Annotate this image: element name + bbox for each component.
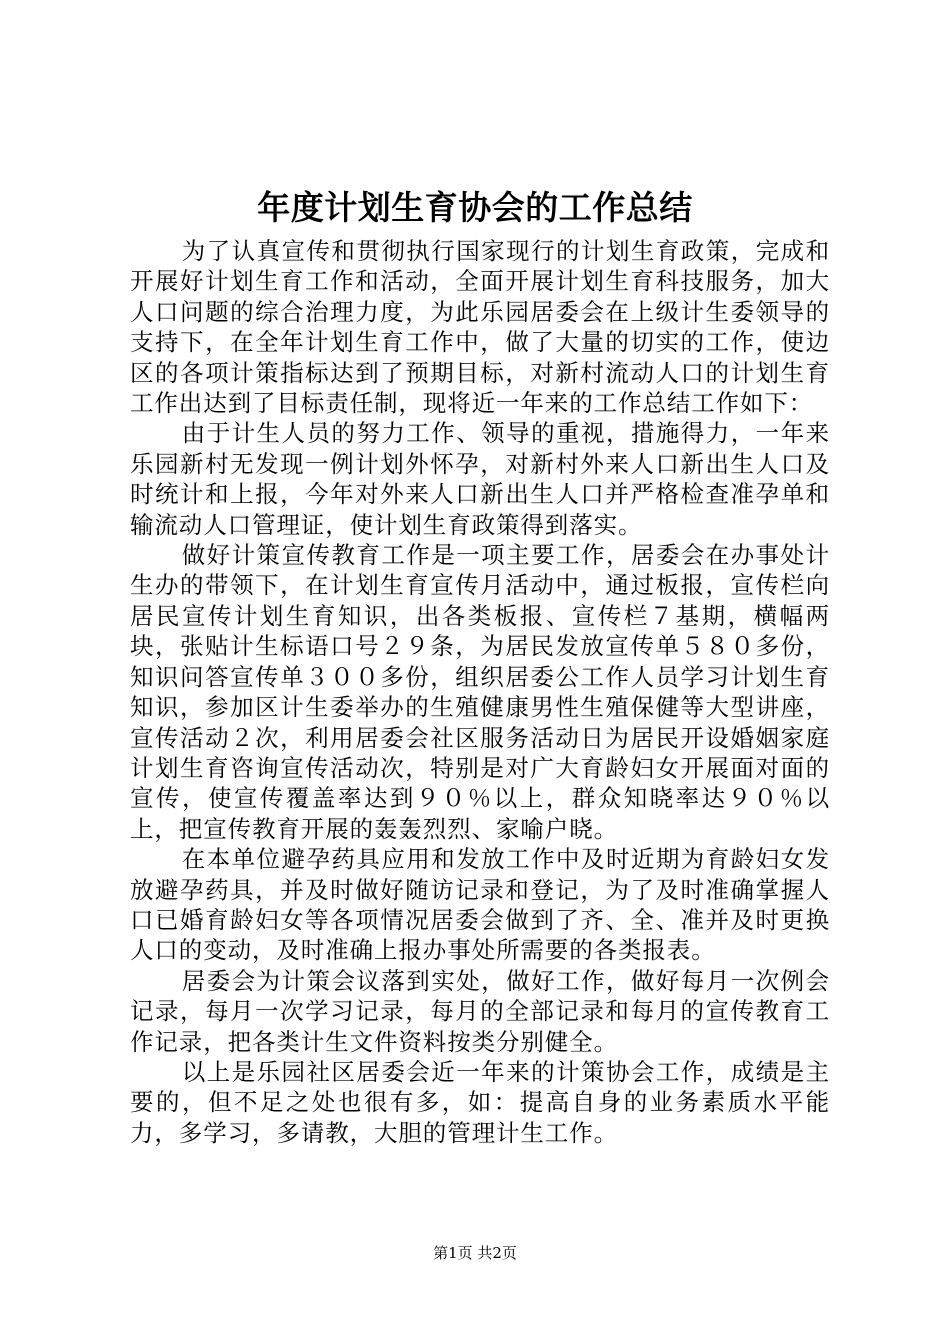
paragraph-publicity: 做好计策宣传教育工作是一项主要工作，居委会在办事处计生办的带领下，在计划生育宣传月活动中，通过板报，宣传栏向居民宣传计划生育知识，出各类板报、宣传栏７基期，横幅两块，张贴计生标语口号２９条，为居民发放宣传单５８０多份，知识问答宣传单３００多份，组织居委公工作人员学习计划生育知识，参加区计生委举办的生殖健康男性生殖保健等大型讲座，宣传活动２次，利用居委会社区服务活动日为居民开设婚姻家庭计划生育咨询宣传活动次，特别是对广大育龄妇女开展面对面的宣传，使宣传覆盖率达到９０％以上，群众知晓率达９０％以上，把宣传教育开展的轰轰烈烈、家喻户晓。 <box>130 541 830 843</box>
page-footer: 第1页 共2页 <box>433 1244 517 1262</box>
document-body <box>130 236 830 1148</box>
paragraph-records: 居委会为计策会议落到实处，做好工作，做好每月一次例会记录，每月一次学习记录，每月的全部记录和每月的宣传教育工作记录，把各类计生文件资料按类分别健全。 <box>130 966 830 1056</box>
paragraph-intro: 为了认真宣传和贯彻执行国家现行的计划生育政策，完成和开展好计划生育工作和活动，全面开展计划生育科技服务，加大人口问题的综合治理力度，为此乐园居委会在上级计生委领导的支持下，在全年计划生育工作中，做了大量的切实的工作，使边区的各项计策指标达到了预期目标，对新村流动人口的计划生育工作出达到了目标责任制，现将近一年来的工作总结工作如下： <box>130 237 830 418</box>
paragraph-contraceptives: 在本单位避孕药具应用和发放工作中及时近期为育龄妇女发放避孕药具，并及时做好随访记录和登记，为了及时准确掌握人口已婚育龄妇女等各项情况居委会做到了齐、全、准并及时更换人口的变动，及时准确上报办事处所需要的各类报表。 <box>130 845 830 965</box>
document-title: 年度计划生育协会的工作总结 <box>257 188 693 227</box>
paragraph-measures: 由于计生人员的努力工作、领导的重视，措施得力，一年来乐园新村无发现一例计划外怀孕，对新村外来人口新出生人口及时统计和上报，今年对外来人口新出生人口并严格检查准孕单和输流动人口管理证，使计划生育政策得到落实。 <box>130 419 830 539</box>
paragraph-conclusion: 以上是乐园社区居委会近一年来的计策协会工作，成绩是主要的，但不足之处也很有多，如：提高自身的业务素质水平能力，多学习，多请教，大胆的管理计生工作。 <box>130 1057 830 1147</box>
